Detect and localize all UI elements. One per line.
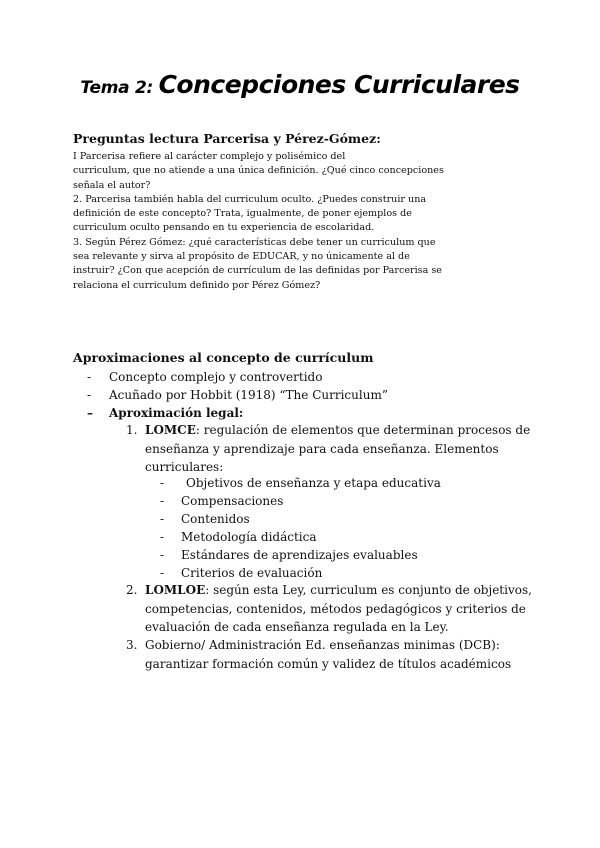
bullet-mark: - bbox=[87, 370, 92, 384]
question-line: curriculum oculto pensando en tu experiencia de escolaridad. bbox=[73, 222, 375, 234]
title-main: Concepciones Curriculares bbox=[158, 70, 520, 99]
title-prefix: Tema 2: bbox=[80, 78, 153, 98]
bullet-mark: - bbox=[87, 388, 92, 402]
sub-text: Metodología didáctica bbox=[181, 530, 317, 544]
sub-list-item bbox=[160, 528, 441, 546]
questions-heading: Preguntas lectura Parcerisa y Pérez-Gómez: bbox=[73, 131, 381, 146]
item-body bbox=[145, 581, 532, 637]
question-line: curriculum, que no atiende a una única definición. ¿Qué cinco concepciones bbox=[73, 165, 444, 177]
sub-list-item bbox=[160, 492, 441, 510]
item-line: Gobierno/ Administración Ed. enseñanzas minimas (DCB): bbox=[145, 638, 500, 652]
question-line: I Parcerisa refiere al carácter complejo y polisémico del bbox=[73, 151, 346, 162]
bullet-list bbox=[87, 368, 388, 422]
item-number: 2. bbox=[126, 583, 138, 597]
question-line: instruir? ¿Con que acepción de currículum de las definidas por Parcerisa se bbox=[73, 265, 442, 277]
item-number: 3. bbox=[126, 638, 138, 652]
item-line: enseñanza y aprendizaje para cada enseñanza. Elementos bbox=[145, 441, 499, 456]
sub-list-item bbox=[160, 510, 441, 528]
item-text: : según esta Ley, curriculum es conjunto de objetivos, bbox=[205, 583, 532, 597]
item-line bbox=[145, 581, 532, 600]
item-body bbox=[145, 421, 531, 477]
sub-text: Compensaciones bbox=[181, 494, 284, 508]
list-item bbox=[87, 386, 388, 404]
sub-mark: - bbox=[160, 494, 165, 508]
sub-text: Estándares de aprendizajes evaluables bbox=[181, 548, 418, 562]
sub-list-item bbox=[160, 474, 441, 492]
sub-list bbox=[160, 474, 441, 582]
sub-mark: - bbox=[160, 530, 165, 544]
item-label: LOMCE bbox=[145, 423, 196, 437]
sub-list-item bbox=[160, 546, 441, 564]
question-line: 2. Parcerisa también habla del curriculum oculto. ¿Puedes construir una bbox=[73, 193, 427, 205]
item-line: competencias, contenidos, métodos pedagógicos y criterios de bbox=[145, 601, 526, 616]
question-line: sea relevante y sirva al propósito de EDUCAR, y no únicamente al de bbox=[73, 251, 410, 263]
bullet-text: Acuñado por Hobbit (1918) “The Curriculum” bbox=[109, 388, 388, 402]
sub-mark: - bbox=[160, 566, 165, 580]
sub-list-item bbox=[160, 564, 441, 582]
bullet-mark: – bbox=[87, 406, 93, 420]
item-label: LOMLOE bbox=[145, 583, 206, 597]
bullet-text: Aproximación legal: bbox=[109, 406, 244, 420]
questions-text bbox=[73, 150, 444, 293]
question-line: definición de este concepto? Trata, igualmente, de poner ejemplos de bbox=[73, 208, 412, 220]
sub-mark: - bbox=[160, 548, 165, 562]
list-item bbox=[87, 404, 388, 422]
item-text: : regulación de elementos que determinan procesos de bbox=[195, 423, 531, 437]
sub-text: Objetivos de enseñanza y etapa educativa bbox=[186, 476, 441, 490]
item-body bbox=[145, 636, 512, 673]
sub-mark: - bbox=[160, 512, 165, 526]
sub-text: Criterios de evaluación bbox=[181, 566, 323, 580]
question-line: señala el autor? bbox=[73, 179, 151, 191]
item-line: evaluación de cada enseñanza regulada en la Ley. bbox=[145, 620, 449, 634]
item-line: curriculares: bbox=[145, 460, 224, 474]
question-line: 3. Según Pérez Gómez: ¿qué características debe tener un curriculum que bbox=[73, 236, 436, 248]
bullet-text: Concepto complejo y controvertido bbox=[109, 370, 323, 384]
item-number: 1. bbox=[126, 423, 138, 437]
section-heading: Aproximaciones al concepto de currículum bbox=[73, 350, 374, 365]
sub-text: Contenidos bbox=[181, 512, 250, 526]
question-line: relaciona el curriculum definido por Pérez Gómez? bbox=[73, 279, 321, 291]
sub-mark: - bbox=[160, 476, 165, 490]
item-line: garantizar formación común y validez de títulos académicos bbox=[145, 656, 512, 671]
page-title bbox=[0, 70, 600, 99]
list-item bbox=[87, 368, 388, 386]
item-line bbox=[145, 421, 531, 440]
